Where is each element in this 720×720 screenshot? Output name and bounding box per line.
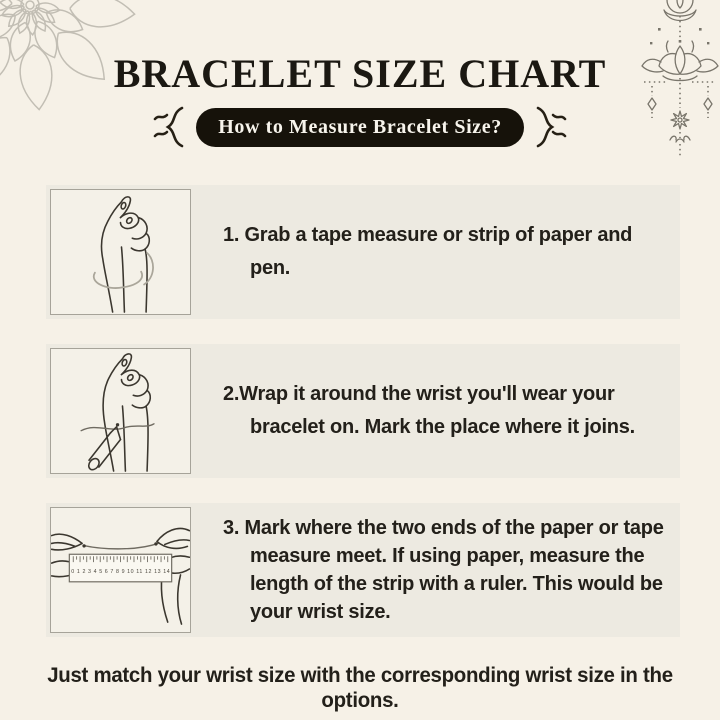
- flourish-right-icon: [533, 104, 569, 150]
- footer-note: Just match your wrist size with the corresponding wrist size in the options.: [47, 663, 673, 712]
- subtitle-badge: How to Measure Bracelet Size?: [196, 108, 524, 147]
- step-1-text: 1. Grab a tape measure or strip of paper and pen.: [223, 224, 633, 279]
- page-title: BRACELET SIZE CHART: [113, 51, 607, 96]
- step-2-text: 2.Wrap it around the wrist you'll wear your bracelet on. Mark the place where it joins.: [223, 383, 635, 438]
- step-3-text: 3. Mark where the two ends of the paper or tape measure meet. If using paper, measure the length of the strip with a ruler. This would be your wrist size.: [223, 517, 664, 623]
- step-row-2: [46, 344, 680, 478]
- step-row-3: [46, 503, 680, 637]
- hands-with-ruler-illustration: [50, 507, 191, 633]
- subtitle-row: [0, 105, 720, 149]
- hand-with-pen-illustration: [50, 348, 191, 474]
- flourish-left-icon: [151, 104, 187, 150]
- hand-with-strip-illustration: [50, 189, 191, 315]
- ruler-numbers: 0 1 2 3 4 5 6 7 8 9 10 11 12 13 14: [71, 568, 170, 575]
- steps-list: [46, 185, 680, 637]
- step-row-1: [46, 185, 680, 319]
